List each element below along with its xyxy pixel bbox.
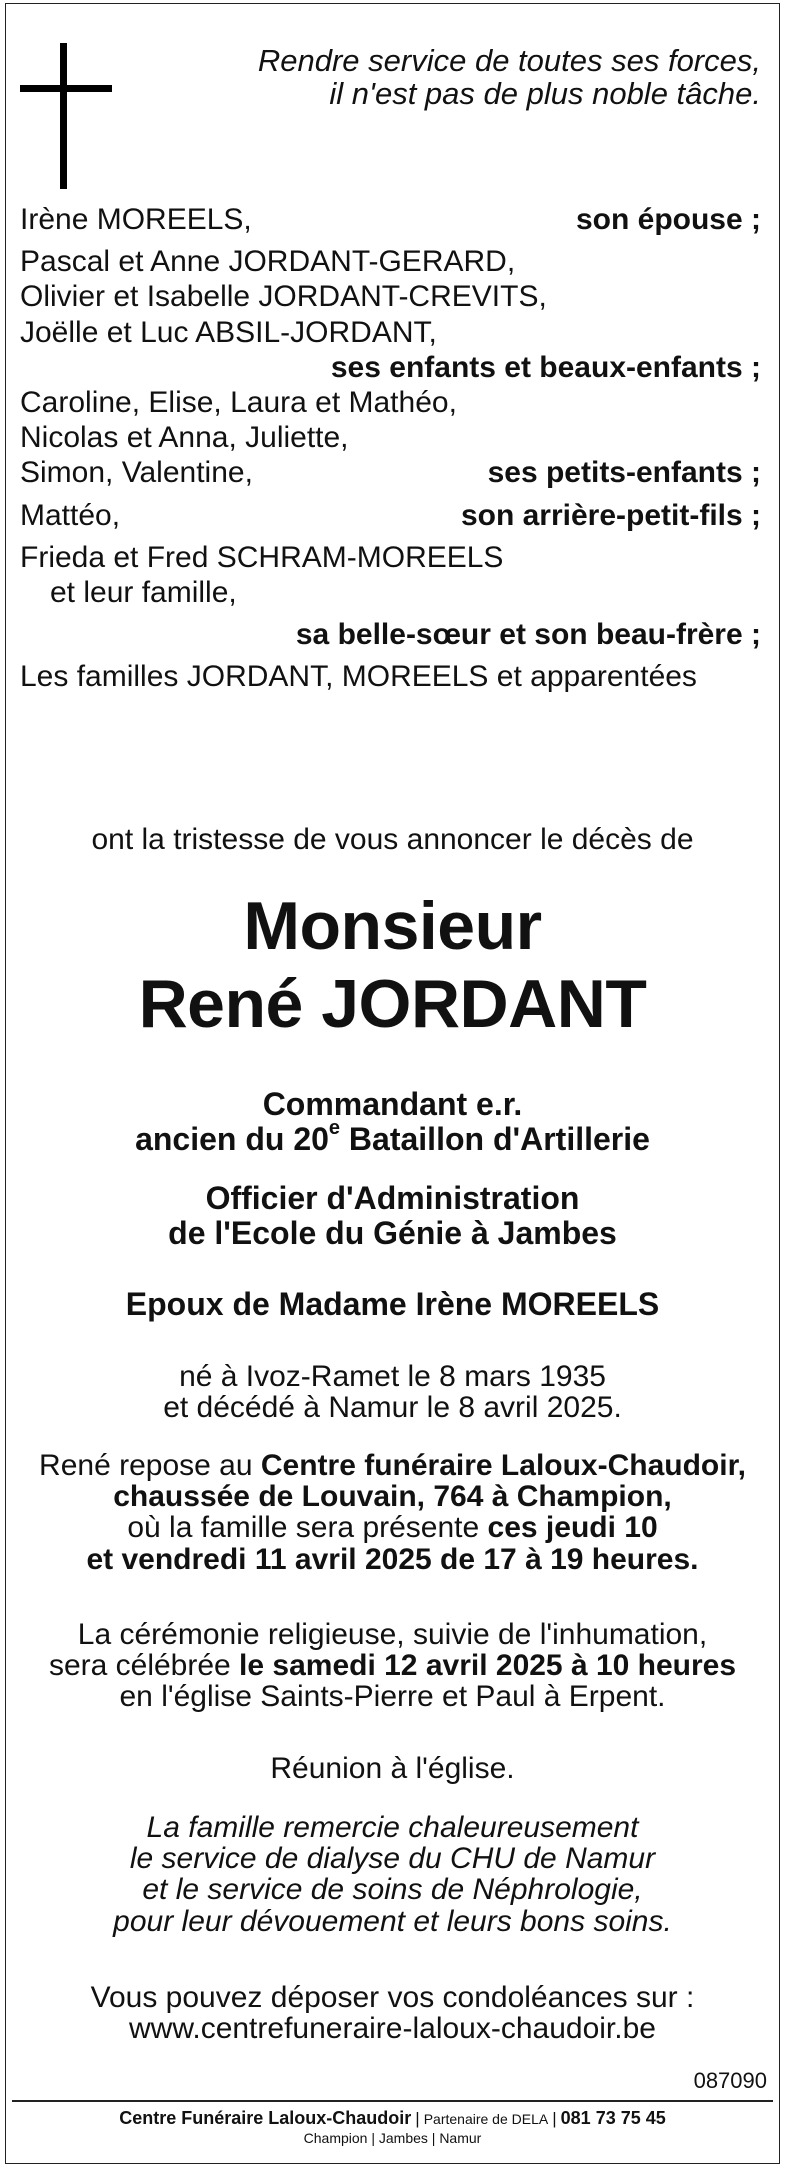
quote-line: il n'est pas de plus noble tâche. [329,76,761,112]
family-relation: ses enfants et beaux-enfants ; [330,350,761,384]
family-relation: sa belle-sœur et son beau-frère ; [295,618,761,652]
rest-line: René repose au Centre funéraire Laloux-Chaudoir, [39,1449,746,1482]
officer-title: Officier d'Administration [205,1180,580,1216]
thanks-line: La famille remercie chaleureusement [146,1811,639,1844]
family-name: Olivier et Isabelle JORDANT-CREVITS, [20,280,547,314]
rank-block [6,1087,779,1156]
epigraph-quote [258,44,761,111]
family-name: Nicolas et Anna, Juliette, [20,421,349,455]
family-relation: ses petits-enfants ; [487,456,761,490]
footer: Centre Funéraire Laloux-Chaudoir | Partenaire de DELA | 081 73 75 45 Champion | Jambes | Namur [6,2108,779,2146]
footer-divider [12,2100,773,2102]
deceased-name: René JORDANT [138,966,647,1042]
footer-company: Centre Funéraire Laloux-Chaudoir [119,2108,412,2128]
cross-icon [20,43,112,189]
family-name: Frieda et Fred SCHRAM-MOREELS [20,540,504,574]
rest-line: chaussée de Louvain, 764 à Champion, [113,1480,672,1514]
footer-locations: Champion | Jambes | Namur [303,2129,482,2146]
officer-block [6,1181,779,1250]
ceremony-line: sera célébrée le samedi 12 avril 2025 à 10 heures [48,1649,737,1683]
family-name: Caroline, Elise, Laura et Mathéo, [20,385,457,419]
condolences-link[interactable]: www.centrefuneraire-laloux-chaudoir.be [129,2012,656,2046]
quote-line: Rendre service de toutes ses forces, [257,43,761,78]
ceremony-line: La cérémonie religieuse, suivie de l'inhumation, [77,1618,708,1651]
thanks-line: et le service de soins de Néphrologie, [142,1873,643,1907]
rest-block [6,1450,779,1575]
ceremony-line: en l'église Saints-Pierre et Paul à Erpent. [119,1680,666,1714]
thanks-block [6,1812,779,1937]
thanks-line: le service de dialyse du CHU de Namur [129,1842,656,1876]
unit-title: ancien du 20e Bataillon d'Artillerie [135,1116,650,1157]
reunion: Réunion à l'église. [270,1752,515,1785]
condolences-block [6,1982,779,2044]
family-row-great-grandchild [20,500,761,531]
family-name: Joëlle et Luc ABSIL-JORDANT, [20,315,437,349]
footer-phone: 081 73 75 45 [560,2108,666,2128]
family-name: Pascal et Anne JORDANT-GERARD, [20,245,516,279]
spouse-of: Epoux de Madame Irène MOREELS [125,1286,660,1322]
rest-line: et vendredi 11 avril 2025 de 17 à 19 heures. [86,1542,699,1576]
announcement: ont la tristesse de vous annoncer le décès de [91,823,694,856]
rest-line: où la famille sera présente ces jeudi 10 [127,1511,658,1545]
family-name: Mattéo, [20,498,121,532]
officer-title: de l'Ecole du Génie à Jambes [168,1214,617,1251]
family-row-spouse [20,204,761,235]
dates-block [6,1361,779,1423]
birth-line: né à Ivoz-Ramet le 8 mars 1935 [179,1360,606,1393]
rank-title: Commandant e.r. [262,1086,523,1122]
ceremony-block [6,1619,779,1713]
death-line: et décédé à Namur le 8 avril 2025. [163,1391,622,1425]
family-relation: son épouse ; [575,203,761,236]
family-name: Irène MOREELS, [20,203,252,236]
family-list [20,204,761,696]
family-name: et leur famille, [50,575,237,609]
condolences-text: Vous pouvez déposer vos condoléances sur : [90,1981,695,2014]
family-name: Les familles JORDANT, MOREELS et apparentées [20,660,697,694]
family-relation: son arrière-petit-fils ; [460,498,761,532]
reference-number: 087090 [693,2068,767,2093]
family-row-grandchildren [20,457,761,488]
obituary-notice [5,3,780,2164]
deceased-honorific: Monsieur [243,888,542,964]
footer-partner: Partenaire de DELA [423,2111,549,2127]
family-name: Simon, Valentine, [20,456,253,490]
thanks-line: pour leur dévouement et leurs bons soins. [113,1904,672,1938]
